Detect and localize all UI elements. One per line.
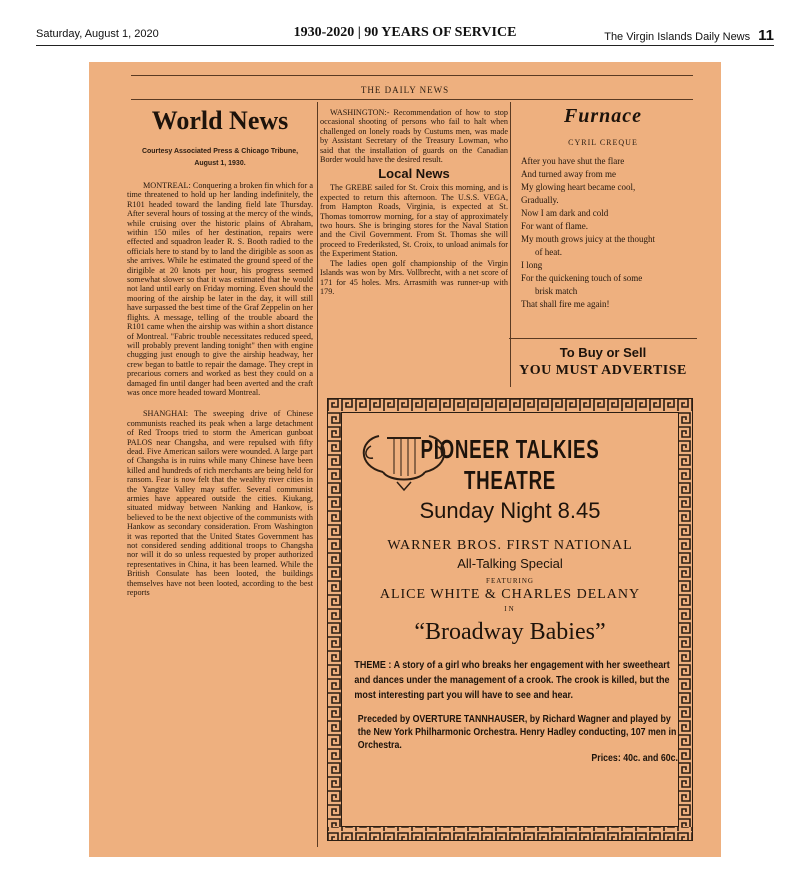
poem-line: After you have shut the flare: [521, 156, 625, 166]
poem-line: My glowing heart became cool,: [521, 182, 636, 192]
poem-line: I long: [521, 260, 543, 270]
poem-line: Now I am dark and cold: [521, 208, 609, 218]
poem-lines: [513, 155, 693, 311]
masthead-rule: [131, 99, 693, 100]
movie-title: “Broadway Babies”: [414, 619, 606, 645]
poem-rule: [509, 338, 697, 339]
poem-line: For want of flame.: [521, 221, 588, 231]
world-news-title: World News: [151, 106, 289, 135]
header-rule: [36, 45, 774, 46]
theatre-name: PIONEER TALKIES THEATRE: [420, 434, 600, 495]
publication-info: [604, 27, 774, 44]
local-news-paragraph: The GREBE sailed for St. Croix this morning, and is expected to return this afternoon. The U.S.S. VEGA, from Hampton Roads, Virginia, is expected at St. Thomas tomorrow morning, for a stay of approximately two hours. She is bringing stores for the Naval Station and the Civil Government. From St. Thomas she will proceed to Frederiksted, St. Croix, to unload animals for the Experiment Station.: [320, 183, 508, 259]
theatre-advertisement: [327, 398, 693, 841]
advertise-line-1: To Buy or Sell: [559, 345, 647, 360]
page-headline: 1930-2020 | 90 YEARS OF SERVICE: [293, 25, 517, 40]
movie-theme: THEME : A story of a girl who breaks her engagement with her sweetheart and dances under the management of a crook. The crook is killed, but the most interesting part you will have to see and hear.: [354, 660, 670, 701]
world-news-date: August 1, 1930.: [194, 160, 246, 167]
montreal-article: MONTREAL: Conquering a broken fin which for a time threatened to hold up her landing indefinitely, the R101 headed toward the landing field late Thursday. After several hours of tossing at the mercy of the winds, while cruising over the historic plains of Abraham, within 150 miles of her destination, repairs were effected and squadron leader R. S. Booth radied to the officials here to stand by to land the dirigible as soon as she arrives. While he estimated the ground speed of the dirigible at 20 knots per hour, his progress seemed somewhat slower so that it was estimated that he would not land until early on Friday morning. Even should the mooring of the airship be later in the day, it will still have surpassed the best time of the Graf Zeppelin on her flights. A message, telling of the trouble aboard the R101 came when the airship was within a short distance of Montreal. "Fabric trouble necessitates reduced speed, will probably prevent landing tonight" then with engine chugging just enough to give the airship headway, her crew began to battle to repair the damage. They crept in precarious corners and worked as best they could on a damaged fin until danger had been averted and the craft was once more headed toward Montreal.: [127, 181, 313, 397]
overture-notice: [349, 713, 687, 765]
overture-text: Preceded by OVERTURE TANNHAUSER, by Richard Wagner and played by the New York Philharmonic Orchestra. Henry Hadley conducting, 107 men in Orchestra.: [357, 714, 677, 751]
star-names: ALICE WHITE & CHARLES DELANY: [379, 587, 641, 602]
poem-line: of heat.: [535, 247, 562, 257]
page-date: Saturday, August 1, 2020: [36, 28, 159, 40]
poem-column: [513, 102, 693, 311]
page-number: 11: [758, 27, 774, 44]
masthead: THE DAILY NEWS: [360, 85, 450, 95]
studio-name: WARNER BROS. FIRST NATIONAL: [387, 538, 633, 553]
poem-author: CYRIL CREQUE: [568, 138, 638, 147]
publication-name: The Virgin Islands Daily News: [604, 31, 751, 43]
advertisement-content: [349, 418, 678, 821]
world-news-credit: Courtesy Associated Press & Chicago Tribune,: [141, 148, 299, 155]
in-label: IN: [504, 605, 516, 613]
middle-column: [320, 108, 508, 296]
poem-line: For the quickening touch of some: [521, 273, 643, 283]
newspaper-clipping: [89, 62, 721, 857]
ticket-prices: Prices: 40c. and 60c.: [591, 753, 678, 764]
top-rule: [131, 75, 693, 76]
shanghai-article: SHANGHAI: The sweeping drive of Chinese communists reached its peak when a large detachment of Red Troops tried to storm the American gunboat PALOS near Changsha, and were repulsed with fifty dead. Five American sailors were wounded. A large part of Changsha is in ruins while many Chinese have been killed and hundreds of rich merchants are being held for ransom. Fear is now felt that the wealthy river cities in the Yangtze Valley may suffer. Several communist armies have appeared outside the cities. Kiukang, situated midway between Nanking and Hankow, is believed to be the next objective of the communists with Hankow as secondary consideration. From Washington it was reported that the United States Government has not considered sending additional troops to Changsha nor will it do so unless requested by proper authorized representatives in China, it has been learned. While the British Consulate has been looted, the buildings themselves have not been looted, according to the best reports: [127, 409, 313, 598]
advertise-line-2: YOU MUST ADVERTISE: [519, 363, 687, 378]
column-rule: [317, 102, 318, 847]
special-label: All-Talking Special: [457, 556, 563, 571]
world-news-column: [127, 102, 313, 597]
poem-line: Gradually.: [521, 195, 559, 205]
washington-article: WASHINGTON:- Recommendation of how to stop occasional shooting of persons who fail to halt when challenged on lonely roads by Custums men, was made by Assistant Secretary of the Treasury Lowman, who said that the installation of guards on the Canadian Border would have the desired result.: [320, 108, 508, 165]
poem-line: My mouth grows juicy at the thought: [521, 234, 655, 244]
showtime: Sunday Night 8.45: [419, 498, 601, 523]
local-news-title: Local News: [378, 166, 450, 182]
poem-title: Furnace: [563, 105, 643, 127]
poem-line: brisk match: [535, 286, 578, 296]
page-header: [0, 0, 810, 60]
poem-line: That shall fire me again!: [521, 299, 610, 309]
local-news-paragraph: The ladies open golf championship of the Virgin Islands was won by Mrs. Vollbrecht, with a net score of 171 for 45 holes. Mrs. Arrasmith was runner-up with 179.: [320, 258, 508, 296]
lyre-icon: [349, 426, 459, 492]
advertise-notice: [509, 345, 697, 379]
poem-line: And turned away from me: [521, 169, 616, 179]
featuring-label: FEATURING: [486, 577, 534, 585]
